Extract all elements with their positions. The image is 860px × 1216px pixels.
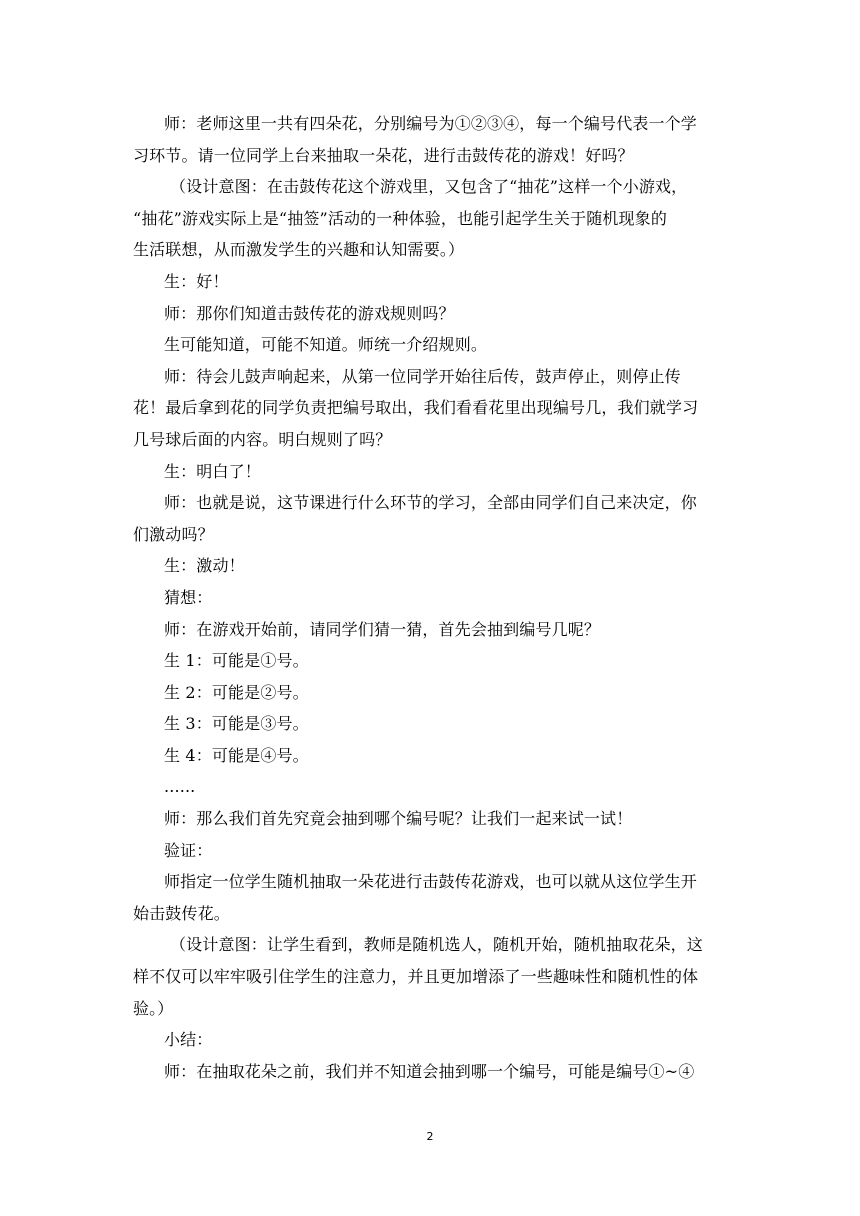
text-line: 生：明白了！ (164, 461, 261, 481)
paragraph-design-intent-1 (133, 171, 735, 266)
text-line: 几号球后面的内容。明白规则了吗？ (133, 429, 392, 449)
text-line: （设计意图：在击鼓传花这个游戏里，又包含了“抽花”这样一个小游戏， (170, 177, 688, 197)
text-line: 师：在游戏开始前，请同学们猜一猜，首先会抽到编号几呢？ (164, 619, 601, 639)
text-line: “抽花”游戏实际上是“抽签”活动的一种体验，也能引起学生关于随机现象的 (133, 208, 667, 228)
text-line: 始击鼓传花。 (133, 903, 230, 923)
text-line: 验。） (133, 998, 174, 1018)
text-line: 生活联想，从而激发学生的兴趣和认知需要。） (133, 240, 465, 260)
heading-guess (133, 582, 735, 614)
text-line: 师指定一位学生随机抽取一朵花进行击鼓传花游戏，也可以就从这位学生开 (164, 872, 697, 892)
text-line: 生可能知道，可能不知道。师统一介绍规则。 (164, 335, 488, 355)
text-line: 生 2：可能是②号。 (164, 682, 309, 702)
text-line: ...... (164, 777, 196, 797)
text-line: 生：激动！ (164, 556, 245, 576)
heading-summary (133, 1024, 735, 1056)
paragraph-student-2 (133, 677, 735, 709)
text-line: 生 4：可能是④号。 (164, 745, 309, 765)
paragraph-ellipsis (133, 771, 735, 803)
paragraph-teacher-intro (133, 108, 735, 171)
paragraph-student-1 (133, 645, 735, 677)
paragraph-student-reply (133, 266, 735, 298)
text-line: 生 3：可能是③号。 (164, 714, 309, 734)
heading-verify (133, 835, 735, 867)
text-line: 样不仅可以牢牢吸引住学生的注意力，并且更加增添了一些趣味性和随机性的体 (133, 967, 699, 987)
paragraph-teacher-try (133, 803, 735, 835)
paragraph-teacher-question (133, 298, 735, 330)
text-line: 们激动吗？ (133, 524, 214, 544)
paragraph-rules (133, 361, 735, 456)
text-line: 生 1：可能是①号。 (164, 651, 309, 671)
text-line: 师：那你们知道击鼓传花的游戏规则吗？ (164, 303, 455, 323)
paragraph-rule-intro (133, 329, 735, 361)
paragraph-student-3 (133, 708, 735, 740)
text-line: 师：老师这里一共有四朵花，分别编号为①②③④，每一个编号代表一个学 (164, 114, 697, 133)
paragraph-student-4 (133, 740, 735, 772)
text-line: 验证： (164, 840, 213, 860)
text-line: 师：也就是说，这节课进行什么环节的学习，全部由同学们自己来决定，你 (164, 493, 697, 513)
text-line: 师：那么我们首先究竟会抽到哪个编号呢？让我们一起来试一试！ (164, 809, 633, 829)
document-body (133, 108, 735, 1087)
text-line: 师：在抽取花朵之前，我们并不知道会抽到哪一个编号，可能是编号①~④ (164, 1061, 695, 1081)
paragraph-student-understood (133, 456, 735, 488)
paragraph-teacher-guess (133, 614, 735, 646)
paragraph-student-excited (133, 550, 735, 582)
paragraph-teacher-select (133, 866, 735, 929)
text-line: 师：待会儿鼓声响起来，从第一位同学开始往后传，鼓声停止，则停止传 (164, 366, 681, 386)
page-number: 2 (426, 1130, 434, 1143)
text-line: 小结： (164, 1030, 213, 1050)
text-line: 生：好！ (164, 271, 229, 291)
text-line: 花！最后拿到花的同学负责把编号取出，我们看看花里出现编号几，我们就学习 (133, 398, 699, 418)
paragraph-teacher-decide (133, 487, 735, 550)
paragraph-design-intent-2 (133, 929, 735, 1024)
text-line: 猜想： (164, 587, 213, 607)
text-line: （设计意图：让学生看到，教师是随机选人，随机开始，随机抽取花朵，这 (170, 935, 703, 955)
paragraph-teacher-summary (133, 1056, 735, 1088)
text-line: 习环节。请一位同学上台来抽取一朵花，进行击鼓传花的游戏！好吗？ (133, 145, 634, 165)
